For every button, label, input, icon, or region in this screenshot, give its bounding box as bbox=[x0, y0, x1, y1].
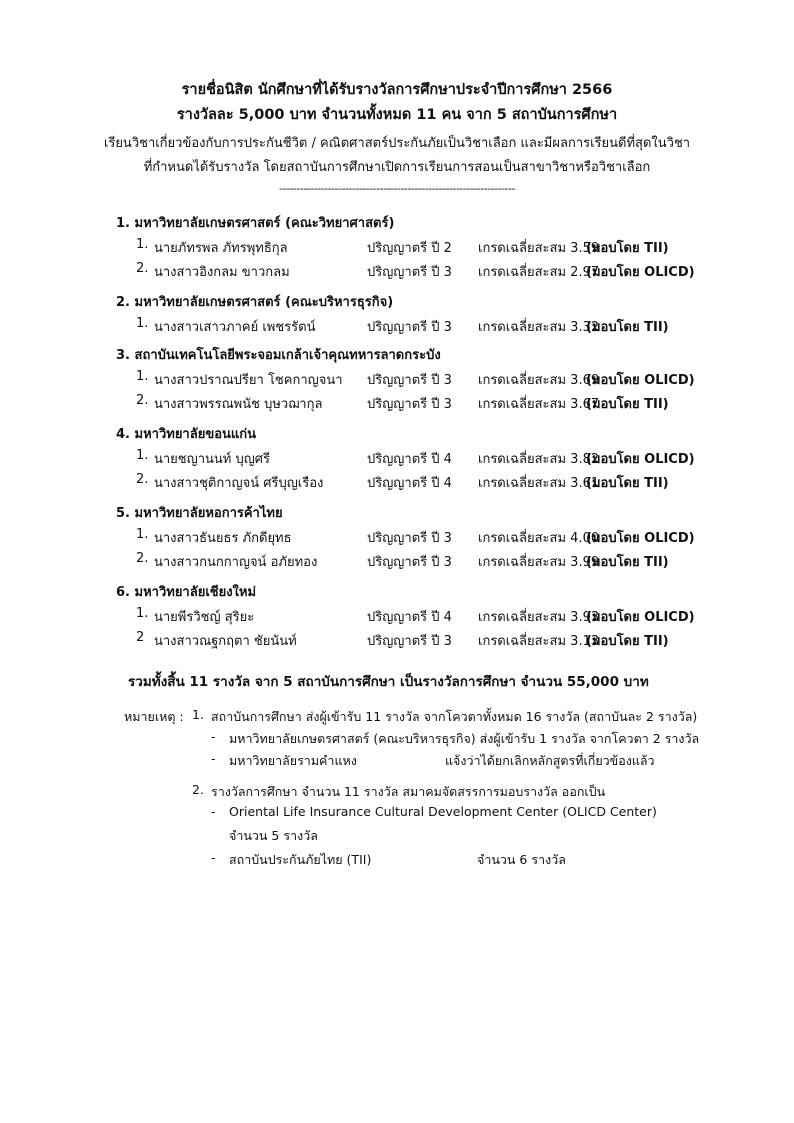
degree-year: ปริญญาตรี ปี 3 bbox=[367, 265, 452, 280]
item-number: 2. bbox=[136, 261, 149, 276]
degree-year: ปริญญาตรี ปี 4 bbox=[367, 452, 452, 467]
item-number: 1. bbox=[136, 606, 149, 621]
note-2-sub-2-name: สถาบันประกันภัยไทย (TII) bbox=[229, 852, 372, 867]
item-number: 2 bbox=[136, 630, 145, 645]
recipient-name: นางสาวเสาวภาคย์ เพชรรัตน์ bbox=[154, 320, 316, 335]
note-2-sub-1-text: Oriental Life Insurance Cultural Development Center (OLICD Center) bbox=[229, 804, 657, 819]
recipient-name: นางสาวธันยธร ภักดียุทธ bbox=[154, 531, 292, 546]
section-heading: 2. มหาวิทยาลัยเกษตรศาสตร์ (คณะบริหารธุรกิจ) bbox=[116, 295, 394, 310]
gpa: เกรดเฉลี่ยสะสม 2.97 bbox=[478, 265, 600, 280]
degree-year: ปริญญาตรี ปี 3 bbox=[367, 634, 452, 649]
note-2-sub-2-count: จำนวน 6 รางวัล bbox=[477, 852, 566, 867]
item-number: 1. bbox=[136, 237, 149, 252]
section-heading: 1. มหาวิทยาลัยเกษตรศาสตร์ (คณะวิทยาศาสตร์) bbox=[116, 216, 395, 231]
note-1-sub-1-text: มหาวิทยาลัยเกษตรศาสตร์ (คณะบริหารธุรกิจ) ส่งผู้เข้ารับ 1 รางวัล จากโควตา 2 รางวัล bbox=[229, 731, 700, 746]
gpa: เกรดเฉลี่ยสะสม 3.82 bbox=[478, 452, 600, 467]
section-heading: 3. สถาบันเทคโนโลยีพระจอมเกล้าเจ้าคุณทหารลาดกระบัง bbox=[116, 348, 441, 363]
note-1-sub-2-dash: - bbox=[211, 751, 216, 766]
awarded-by: (มอบโดย TII) bbox=[586, 634, 669, 649]
recipient-name: นางสาวณฐกฤตา ชัยนันท์ bbox=[154, 634, 297, 649]
degree-year: ปริญญาตรี ปี 4 bbox=[367, 610, 452, 625]
item-number: 1. bbox=[136, 527, 149, 542]
description-line-1: เรียนวิชาเกี่ยวข้องกับการประกันชีวิต / คณิตศาสตร์ประกันภัยเป็นวิชาเลือก และมีผลการเรียนดีที่สุดในวิชา bbox=[103, 136, 691, 151]
note-1-text: สถาบันการศึกษา ส่งผู้เข้ารับ 11 รางวัล จากโควตาทั้งหมด 16 รางวัล (สถาบันละ 2 รางวัล) bbox=[211, 709, 698, 724]
item-number: 2. bbox=[136, 472, 149, 487]
degree-year: ปริญญาตรี ปี 3 bbox=[367, 320, 452, 335]
gpa: เกรดเฉลี่ยสะสม 3.13 bbox=[478, 634, 600, 649]
section-heading: 4. มหาวิทยาลัยขอนแก่น bbox=[116, 427, 257, 442]
awarded-by: (มอบโดย TII) bbox=[586, 555, 669, 570]
gpa: เกรดเฉลี่ยสะสม 3.67 bbox=[478, 397, 600, 412]
item-number: 1. bbox=[136, 369, 149, 384]
awarded-by: (มอบโดย OLICD) bbox=[586, 452, 695, 467]
item-number: 2. bbox=[136, 393, 149, 408]
degree-year: ปริญญาตรี ปี 3 bbox=[367, 531, 452, 546]
gpa: เกรดเฉลี่ยสะสม 4.00 bbox=[478, 531, 600, 546]
note-1-sub-2-name: มหาวิทยาลัยรามคำแหง bbox=[229, 753, 357, 768]
note-2-number: 2. bbox=[192, 782, 204, 797]
note-2-sub-2-dash: - bbox=[211, 850, 216, 865]
page-subtitle: รางวัลละ 5,000 บาท จำนวนทั้งหมด 11 คน จาก 5 สถาบันการศึกษา bbox=[176, 107, 618, 123]
awarded-by: (มอบโดย TII) bbox=[586, 476, 669, 491]
recipient-name: นางสาวกนกกาญจน์ อภัยทอง bbox=[154, 555, 318, 570]
awarded-by: (มอบโดย OLICD) bbox=[586, 265, 695, 280]
gpa: เกรดเฉลี่ยสะสม 3.61 bbox=[478, 476, 600, 491]
awarded-by: (มอบโดย OLICD) bbox=[586, 610, 695, 625]
separator: -------------------------------------------------------------------- bbox=[279, 182, 515, 195]
item-number: 2. bbox=[136, 551, 149, 566]
recipient-name: นายชญานนท์ บุญศรี bbox=[154, 452, 271, 467]
degree-year: ปริญญาตรี ปี 3 bbox=[367, 397, 452, 412]
notes-label: หมายเหตุ : bbox=[124, 709, 184, 724]
note-1-sub-1-dash: - bbox=[211, 729, 216, 744]
degree-year: ปริญญาตรี ปี 2 bbox=[367, 241, 452, 256]
recipient-name: นางสาวชุติกาญจน์ ศรีบุญเรือง bbox=[154, 476, 324, 491]
item-number: 1. bbox=[136, 448, 149, 463]
item-number: 1. bbox=[136, 316, 149, 331]
degree-year: ปริญญาตรี ปี 3 bbox=[367, 373, 452, 388]
awarded-by: (มอบโดย OLICD) bbox=[586, 531, 695, 546]
note-2-sub-1-count: จำนวน 5 รางวัล bbox=[229, 828, 318, 843]
degree-year: ปริญญาตรี ปี 3 bbox=[367, 555, 452, 570]
note-1-sub-2-text: แจ้งว่าได้ยกเลิกหลักสูตรที่เกี่ยวข้องแล้ว bbox=[445, 753, 655, 768]
gpa: เกรดเฉลี่ยสะสม 3.59 bbox=[478, 241, 600, 256]
page-title: รายชื่อนิสิต นักศึกษาที่ได้รับรางวัลการศึกษาประจำปีการศึกษา 2566 bbox=[181, 82, 613, 98]
section-heading: 6. มหาวิทยาลัยเชียงใหม่ bbox=[116, 585, 257, 600]
section-heading: 5. มหาวิทยาลัยหอการค้าไทย bbox=[116, 506, 283, 521]
degree-year: ปริญญาตรี ปี 4 bbox=[367, 476, 452, 491]
gpa: เกรดเฉลี่ยสะสม 3.69 bbox=[478, 373, 600, 388]
gpa: เกรดเฉลี่ยสะสม 3.32 bbox=[478, 320, 600, 335]
summary: รวมทั้งสิ้น 11 รางวัล จาก 5 สถาบันการศึกษา เป็นรางวัลการศึกษา จำนวน 55,000 บาท bbox=[128, 674, 649, 690]
recipient-name: นายพีรวิชญ์ สุริยะ bbox=[154, 610, 255, 625]
recipient-name: นางสาวอิงกลม ขาวกลม bbox=[154, 265, 290, 280]
awarded-by: (มอบโดย TII) bbox=[586, 320, 669, 335]
note-2-text: รางวัลการศึกษา จำนวน 11 รางวัล สมาคมจัดสรรการมอบรางวัล ออกเป็น bbox=[211, 784, 606, 799]
description-line-2: ที่กำหนดได้รับรางวัล โดยสถาบันการศึกษาเปิดการเรียนการสอนเป็นสาขาวิชาหรือวิชาเลือก bbox=[143, 160, 651, 175]
awarded-by: (มอบโดย TII) bbox=[586, 241, 669, 256]
recipient-name: นางสาวพรรณพนัช บุษวฌากุล bbox=[154, 397, 323, 412]
recipient-name: นางสาวปราณปรียา โชคกาญจนา bbox=[154, 373, 343, 388]
gpa: เกรดเฉลี่ยสะสม 3.93 bbox=[478, 610, 600, 625]
note-1-number: 1. bbox=[192, 707, 204, 722]
awarded-by: (มอบโดย OLICD) bbox=[586, 373, 695, 388]
recipient-name: นายภัทรพล ภัทรพุทธิกุล bbox=[154, 241, 288, 256]
gpa: เกรดเฉลี่ยสะสม 3.99 bbox=[478, 555, 600, 570]
awarded-by: (มอบโดย TII) bbox=[586, 397, 669, 412]
note-2-sub-1-dash: - bbox=[211, 804, 216, 819]
